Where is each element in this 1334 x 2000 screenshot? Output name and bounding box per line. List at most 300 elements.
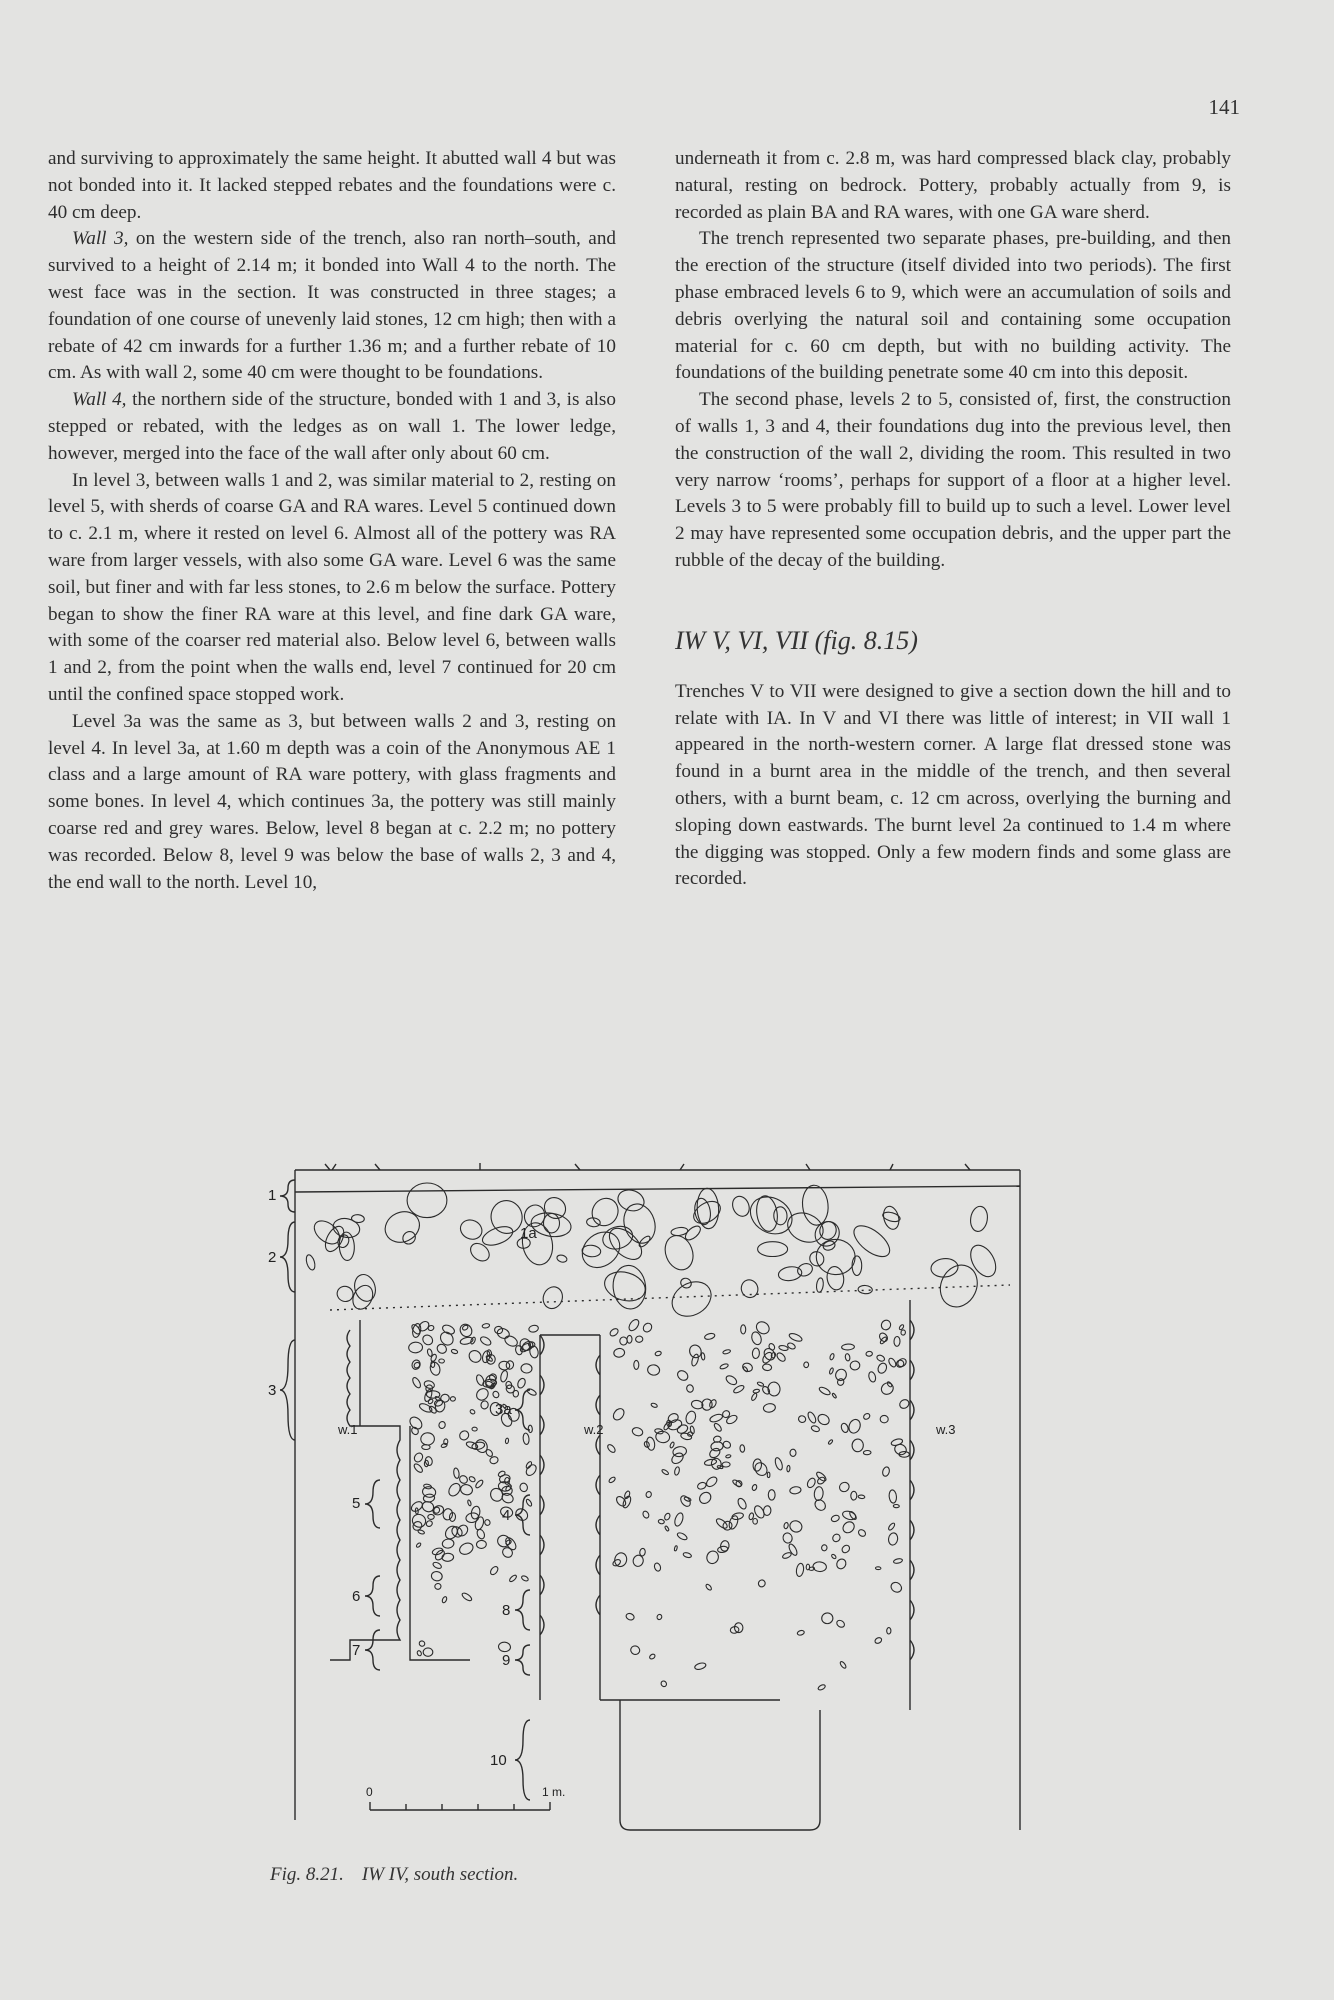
stone bbox=[889, 1580, 903, 1594]
stone bbox=[619, 1200, 660, 1247]
stone bbox=[754, 1319, 771, 1336]
paragraph: The trench represented two separate phases, pre-building, and then the erection of the structure (itself divided into two periods). The first phase embraced levels 6 to 9, which were an accumulation of soils and debris overlying the natural soil and containing some occupation material for c. 60 cm depth, but with no building activity. The foundations of the building penetrate some 40 cm into this deposit. bbox=[675, 228, 1231, 384]
stone bbox=[828, 1439, 833, 1445]
stone bbox=[497, 1470, 506, 1478]
stone bbox=[425, 1520, 433, 1528]
level-label: 9 bbox=[502, 1652, 511, 1669]
level-label: 8 bbox=[502, 1602, 511, 1619]
stone bbox=[416, 1542, 422, 1548]
stone bbox=[608, 1476, 616, 1483]
stone bbox=[620, 1337, 628, 1345]
stone bbox=[753, 1518, 758, 1524]
stone bbox=[322, 1223, 348, 1254]
stone bbox=[411, 1376, 422, 1389]
stone bbox=[882, 1466, 891, 1477]
stone bbox=[751, 1393, 758, 1402]
level-label: 6 bbox=[352, 1588, 361, 1605]
paragraph: The second phase, levels 2 to 5, consisted of, first, the construction of walls 1, 3 and 4, their foundations dug into the previous level, then the construction of the wall 2, dividing the room. This resulted in two very narrow ‘rooms’, perhaps for support of a floor at a higher level. Levels 3 to 5 were probably fill to build up to such a level. Lower level 2 may have represented some occupation debris, and the upper part the rubble of the decay of the building. bbox=[675, 389, 1231, 571]
stone bbox=[705, 1583, 712, 1591]
stone bbox=[806, 1477, 817, 1489]
stone bbox=[797, 1630, 805, 1636]
wall-2-right-face bbox=[596, 1335, 600, 1700]
stone bbox=[310, 1216, 344, 1248]
stone bbox=[413, 1462, 424, 1473]
paragraph: and surviving to approximately the same height. It abutted wall 4 but was not bonded into it. It lacked stepped rebates and the foundations were c. 40 cm deep. bbox=[48, 148, 616, 223]
stone bbox=[441, 1596, 447, 1603]
stone bbox=[866, 1351, 873, 1357]
wall-label: w.1 bbox=[338, 1422, 358, 1437]
stone bbox=[841, 1520, 857, 1535]
stone bbox=[774, 1457, 784, 1471]
bracket-6 bbox=[365, 1576, 380, 1616]
stone bbox=[719, 1363, 728, 1370]
stone bbox=[458, 1429, 471, 1442]
bracket-10 bbox=[515, 1720, 530, 1800]
stone bbox=[825, 1265, 845, 1291]
stone bbox=[521, 1575, 529, 1582]
stone bbox=[489, 1456, 499, 1465]
stone bbox=[499, 1361, 510, 1370]
stone bbox=[447, 1481, 463, 1498]
stone bbox=[893, 1443, 908, 1457]
stone bbox=[852, 1439, 864, 1452]
stone bbox=[513, 1506, 529, 1522]
stone bbox=[840, 1422, 849, 1433]
stone bbox=[453, 1468, 460, 1479]
stone bbox=[492, 1390, 500, 1398]
stone bbox=[829, 1367, 834, 1374]
stone bbox=[704, 1332, 715, 1340]
stone bbox=[796, 1261, 815, 1278]
stone bbox=[880, 1415, 888, 1422]
stone bbox=[556, 1254, 568, 1263]
stone bbox=[725, 1454, 731, 1458]
stone bbox=[722, 1349, 730, 1355]
stone bbox=[838, 1481, 851, 1494]
stone bbox=[815, 1238, 856, 1275]
stone bbox=[474, 1438, 490, 1455]
stone bbox=[438, 1330, 456, 1348]
stone bbox=[832, 1393, 837, 1399]
stone bbox=[782, 1552, 792, 1560]
stone bbox=[697, 1481, 707, 1490]
stone bbox=[717, 1546, 728, 1554]
stone bbox=[888, 1532, 899, 1545]
stone bbox=[801, 1184, 830, 1226]
bracket-5 bbox=[365, 1480, 380, 1528]
stone bbox=[683, 1552, 692, 1559]
stone bbox=[722, 1462, 730, 1467]
stone bbox=[615, 1187, 647, 1214]
stone bbox=[467, 1240, 492, 1265]
level-label: 1 bbox=[268, 1187, 277, 1204]
stone bbox=[715, 1517, 729, 1530]
stone bbox=[501, 1546, 515, 1560]
stone bbox=[480, 1400, 489, 1409]
stone bbox=[622, 1495, 633, 1509]
stone bbox=[674, 1466, 680, 1475]
stone bbox=[835, 1619, 845, 1629]
stone bbox=[459, 1483, 473, 1496]
paragraph bbox=[48, 387, 616, 467]
stone bbox=[461, 1592, 473, 1602]
stone bbox=[752, 1348, 760, 1359]
stone bbox=[862, 1412, 870, 1420]
stone bbox=[627, 1335, 632, 1343]
paragraph: Level 3a was the same as 3, but between walls 2 and 3, resting on level 4. In level 3a, at 1.60 m depth was a coin of the Anonymous AE 1 class and a large amount of RA ware pottery, with glass fragments and some bones. In level 4, which continues 3a, the pottery was still mainly coarse red and grey wares. Below, level 8 began at c. 2.2 m; no pottery was recorded. Below 8, level 9 was below the base of walls 2, 3 and 4, the end wall to the north. Level 10, bbox=[48, 710, 616, 893]
stone bbox=[642, 1322, 654, 1334]
stone bbox=[430, 1353, 437, 1362]
level-10-pit bbox=[620, 1700, 820, 1830]
stone bbox=[646, 1437, 656, 1451]
figure-caption bbox=[270, 1864, 518, 1886]
stone bbox=[893, 1504, 899, 1507]
paragraph: underneath it from c. 2.8 m, was hard compressed black clay, probably natural, resting on bedrock. Pottery, probably actually from 9, is recorded as plain BA and RA wares, with one GA ware sherd. bbox=[675, 148, 1231, 223]
stone bbox=[417, 1650, 423, 1656]
stone bbox=[645, 1491, 652, 1498]
bracket-9 bbox=[515, 1645, 530, 1675]
stone bbox=[857, 1528, 867, 1537]
stone bbox=[656, 1614, 662, 1621]
stone bbox=[694, 1662, 707, 1671]
stone bbox=[829, 1353, 835, 1360]
stone bbox=[709, 1413, 724, 1424]
stone bbox=[408, 1342, 423, 1354]
wall-1-outline bbox=[330, 1330, 400, 1660]
stone bbox=[798, 1415, 807, 1424]
paragraph bbox=[48, 226, 616, 387]
stone bbox=[468, 1476, 476, 1483]
stone bbox=[423, 1648, 433, 1656]
stone bbox=[788, 1519, 804, 1534]
stone bbox=[831, 1533, 841, 1543]
stone bbox=[635, 1336, 643, 1343]
stone bbox=[713, 1422, 723, 1432]
paragraph: Trenches V to VII were designed to give a section down the hill and to relate with IA. In V and VI there was little of interest; in VII wall 1 appeared in the north-western corner. A large flat dressed stone was found in a burnt area in the middle of the trench, and then several others, with a burnt beam, c. 12 cm across, overlying the burning and sloping down eastwards. The burnt level 2a continued to 1.4 m where the digging was stopped. Only a few modern finds and some glass are recorded. bbox=[675, 680, 1231, 890]
stone bbox=[876, 1362, 888, 1375]
stone bbox=[625, 1612, 635, 1621]
bracket-3 bbox=[280, 1340, 295, 1440]
stone bbox=[476, 1540, 486, 1549]
stone bbox=[934, 1259, 984, 1313]
stone bbox=[817, 1684, 826, 1691]
level-2-boundary bbox=[330, 1285, 1010, 1310]
stone bbox=[528, 1425, 533, 1433]
stone bbox=[441, 1443, 448, 1449]
stone bbox=[701, 1353, 705, 1361]
stone bbox=[458, 1322, 474, 1339]
stone bbox=[821, 1544, 827, 1551]
stone bbox=[875, 1567, 881, 1570]
stone bbox=[442, 1553, 454, 1562]
stone bbox=[611, 1407, 626, 1422]
paragraph-body: the northern side of the structure, bonded with 1 and 3, is also stepped or rebated, with the ledges as on wall 1. The lower ledge, however, merged into the face of the wall after only about 60 cm. bbox=[48, 389, 616, 464]
stone bbox=[480, 1223, 515, 1249]
stone bbox=[661, 1469, 669, 1476]
bracket-7 bbox=[365, 1630, 380, 1670]
stone bbox=[489, 1565, 499, 1576]
stone bbox=[434, 1549, 446, 1562]
stone bbox=[787, 1543, 798, 1557]
paragraph-body: on the western side of the trench, also ran north–south, and survived to a height of 2.14 m; it bonded into Wall 4 to the north. The west face was in the section. It was constructed in three stages; a foundation of one course of unevenly laid stones, 12 cm high; then with a rebate of 42 cm inwards for a further 1.36 m; and a further rebate of 10 cm. As with wall 2, some 40 cm were thought to be foundations. bbox=[48, 228, 616, 384]
stone bbox=[575, 1225, 627, 1275]
level-label: 5 bbox=[352, 1495, 361, 1512]
stone bbox=[966, 1241, 1001, 1281]
stone bbox=[496, 1534, 511, 1548]
stone bbox=[816, 1412, 831, 1426]
stone bbox=[893, 1558, 903, 1564]
stone bbox=[475, 1479, 485, 1489]
stone bbox=[783, 1522, 788, 1529]
stone bbox=[852, 1256, 862, 1276]
right-column bbox=[675, 146, 1231, 893]
stone bbox=[457, 1217, 485, 1243]
stone bbox=[686, 1384, 694, 1393]
stone bbox=[730, 1194, 753, 1219]
stone bbox=[704, 1458, 717, 1466]
level-label: 2 bbox=[268, 1249, 277, 1266]
stone bbox=[410, 1500, 425, 1514]
stone bbox=[736, 1497, 747, 1510]
stone bbox=[474, 1386, 490, 1402]
stone bbox=[664, 1512, 671, 1520]
stone bbox=[439, 1359, 445, 1363]
wall-label: w.2 bbox=[584, 1422, 604, 1437]
stone bbox=[634, 1360, 639, 1369]
stone bbox=[479, 1335, 492, 1347]
section-drawing-svg bbox=[250, 1140, 1050, 1840]
stone bbox=[521, 1363, 533, 1373]
figure-number: Fig. 8.21. bbox=[270, 1864, 344, 1885]
stone bbox=[528, 1324, 539, 1333]
paragraph-lead: Wall 3, bbox=[72, 228, 129, 250]
stone bbox=[740, 1445, 745, 1453]
stone bbox=[509, 1574, 518, 1583]
stone bbox=[818, 1386, 831, 1397]
stone bbox=[606, 1443, 616, 1453]
stone bbox=[642, 1510, 650, 1519]
stone bbox=[609, 1327, 620, 1337]
stone bbox=[431, 1571, 443, 1582]
stone bbox=[653, 1562, 661, 1572]
scale-label-start: 0 bbox=[366, 1785, 373, 1799]
stone bbox=[582, 1245, 602, 1258]
stone bbox=[526, 1388, 537, 1397]
stone bbox=[482, 1323, 490, 1328]
section-drawing bbox=[250, 1140, 1050, 1840]
stone bbox=[813, 1498, 828, 1513]
stone bbox=[627, 1318, 641, 1333]
level-1-boundary bbox=[295, 1186, 1020, 1192]
stone bbox=[874, 1637, 883, 1645]
stone bbox=[469, 1409, 475, 1415]
paragraph: In level 3, between walls 1 and 2, was similar material to 2, resting on level 5, with sherds of coarse GA and RA wares. Level 5 continued down to c. 2.1 m, where it rested on level 6. Almost all of the pottery was RA ware from larger vessels, with also some GA ware. Level 6 was the same soil, but finer and with far less stones, to 2.6 m below the surface. Pottery began to show the finer RA ware at this level, and fine dark GA ware, with some of the coarser red material also. Below level 6, between walls 1 and 2, from the point when the walls end, level 7 continued for 20 cm until the confined space stopped work. bbox=[48, 469, 616, 705]
stone bbox=[803, 1362, 809, 1368]
stone bbox=[624, 1490, 631, 1499]
stone bbox=[842, 1510, 857, 1521]
stone bbox=[400, 1229, 418, 1247]
wall-2-left-face bbox=[540, 1335, 544, 1700]
stone bbox=[649, 1653, 656, 1660]
section-heading: IW V, VI, VII (fig. 8.15) bbox=[675, 625, 918, 655]
stone bbox=[845, 1353, 851, 1361]
stone bbox=[739, 1277, 761, 1299]
level-label-1a: 1a bbox=[520, 1225, 537, 1242]
stone bbox=[851, 1491, 857, 1500]
stone bbox=[669, 1442, 675, 1449]
stone bbox=[523, 1433, 530, 1445]
stone bbox=[880, 1319, 893, 1332]
page-number: 141 bbox=[1208, 95, 1240, 119]
stone bbox=[519, 1482, 528, 1492]
stone bbox=[881, 1205, 901, 1231]
stone bbox=[775, 1351, 786, 1362]
level-label: 7 bbox=[352, 1642, 361, 1659]
stone bbox=[500, 1370, 509, 1383]
stone bbox=[525, 1498, 532, 1506]
grass-ticks bbox=[325, 1163, 970, 1170]
stone bbox=[666, 1275, 718, 1323]
stone bbox=[639, 1548, 646, 1556]
stone bbox=[751, 1484, 757, 1491]
stone bbox=[418, 1640, 425, 1647]
stone bbox=[458, 1474, 469, 1485]
stone bbox=[441, 1323, 456, 1336]
stone bbox=[876, 1354, 886, 1362]
stone bbox=[841, 1544, 851, 1554]
stones-group bbox=[305, 1183, 1001, 1691]
wall-1-inner-face bbox=[360, 1320, 470, 1660]
stone bbox=[753, 1389, 760, 1394]
stone bbox=[839, 1661, 847, 1669]
stone bbox=[407, 1183, 447, 1218]
stone bbox=[752, 1458, 762, 1471]
stone bbox=[615, 1495, 628, 1508]
stone bbox=[450, 1397, 455, 1402]
stone bbox=[850, 1361, 860, 1371]
stone bbox=[629, 1644, 641, 1655]
stone bbox=[796, 1563, 805, 1577]
stone bbox=[335, 1284, 355, 1304]
stone bbox=[651, 1402, 658, 1408]
stone bbox=[841, 1344, 854, 1350]
scale-label-end: 1 m. bbox=[542, 1785, 566, 1799]
stone bbox=[676, 1369, 690, 1383]
stone bbox=[475, 1374, 485, 1387]
stone bbox=[352, 1272, 379, 1304]
stone bbox=[505, 1438, 509, 1444]
stone bbox=[835, 1557, 848, 1570]
stone bbox=[887, 1522, 895, 1531]
stone bbox=[421, 1333, 435, 1347]
stone bbox=[637, 1234, 651, 1248]
stone bbox=[498, 1642, 511, 1652]
stone bbox=[631, 1426, 643, 1437]
stone bbox=[816, 1278, 824, 1293]
stone bbox=[821, 1612, 834, 1624]
stone bbox=[380, 1206, 424, 1248]
stone bbox=[768, 1490, 775, 1500]
bracket-1 bbox=[280, 1180, 295, 1212]
stone bbox=[901, 1330, 906, 1336]
stone bbox=[455, 1523, 469, 1538]
stone bbox=[753, 1504, 766, 1519]
stone bbox=[484, 1519, 491, 1526]
stone bbox=[516, 1377, 526, 1389]
stone bbox=[789, 1486, 801, 1494]
stone bbox=[741, 1325, 746, 1334]
stone bbox=[418, 1529, 425, 1534]
stone bbox=[834, 1367, 849, 1382]
stone bbox=[725, 1374, 739, 1386]
stone bbox=[674, 1545, 678, 1551]
stone bbox=[432, 1547, 444, 1556]
stone bbox=[458, 1541, 475, 1557]
wall-3-face bbox=[910, 1300, 914, 1710]
stone bbox=[763, 1403, 776, 1413]
level-label: 10 bbox=[490, 1752, 507, 1769]
stone bbox=[782, 1532, 793, 1544]
stone bbox=[434, 1583, 441, 1590]
stone bbox=[787, 1465, 791, 1472]
stone bbox=[898, 1398, 911, 1410]
bracket-2 bbox=[280, 1222, 295, 1292]
stone bbox=[427, 1398, 433, 1404]
stone bbox=[417, 1320, 431, 1333]
stone bbox=[676, 1531, 688, 1541]
stone bbox=[658, 1519, 665, 1524]
stone bbox=[613, 1348, 625, 1358]
stone bbox=[788, 1332, 803, 1343]
stone bbox=[420, 1432, 434, 1445]
stone bbox=[813, 1561, 827, 1572]
stone bbox=[472, 1427, 477, 1431]
stone bbox=[762, 1364, 772, 1371]
stone bbox=[728, 1515, 740, 1531]
stone bbox=[773, 1207, 787, 1225]
stone bbox=[969, 1205, 989, 1232]
paragraph-lead: Wall 4, bbox=[72, 389, 127, 411]
stone bbox=[887, 1628, 891, 1634]
stone bbox=[758, 1242, 788, 1257]
stone bbox=[790, 1449, 796, 1456]
stone bbox=[732, 1479, 742, 1488]
stone bbox=[886, 1381, 892, 1388]
stone bbox=[670, 1451, 685, 1466]
wall-2-top-and-base bbox=[540, 1335, 780, 1700]
stone bbox=[847, 1418, 862, 1435]
stone bbox=[757, 1579, 766, 1588]
stone bbox=[887, 1357, 897, 1368]
stone bbox=[438, 1421, 446, 1430]
stone bbox=[889, 1490, 898, 1504]
scale-bar bbox=[370, 1802, 550, 1810]
stone bbox=[305, 1254, 317, 1271]
stone bbox=[467, 1500, 472, 1507]
stone bbox=[660, 1680, 668, 1688]
stone bbox=[858, 1495, 865, 1499]
stone bbox=[351, 1214, 364, 1223]
stone bbox=[708, 1447, 722, 1460]
stone bbox=[660, 1232, 697, 1274]
level-label: 4 bbox=[502, 1507, 511, 1524]
level-label: 3a bbox=[495, 1401, 512, 1418]
stone bbox=[688, 1343, 703, 1359]
stone bbox=[673, 1512, 684, 1527]
stone bbox=[655, 1351, 662, 1357]
stone bbox=[647, 1364, 660, 1376]
stone bbox=[830, 1514, 840, 1523]
